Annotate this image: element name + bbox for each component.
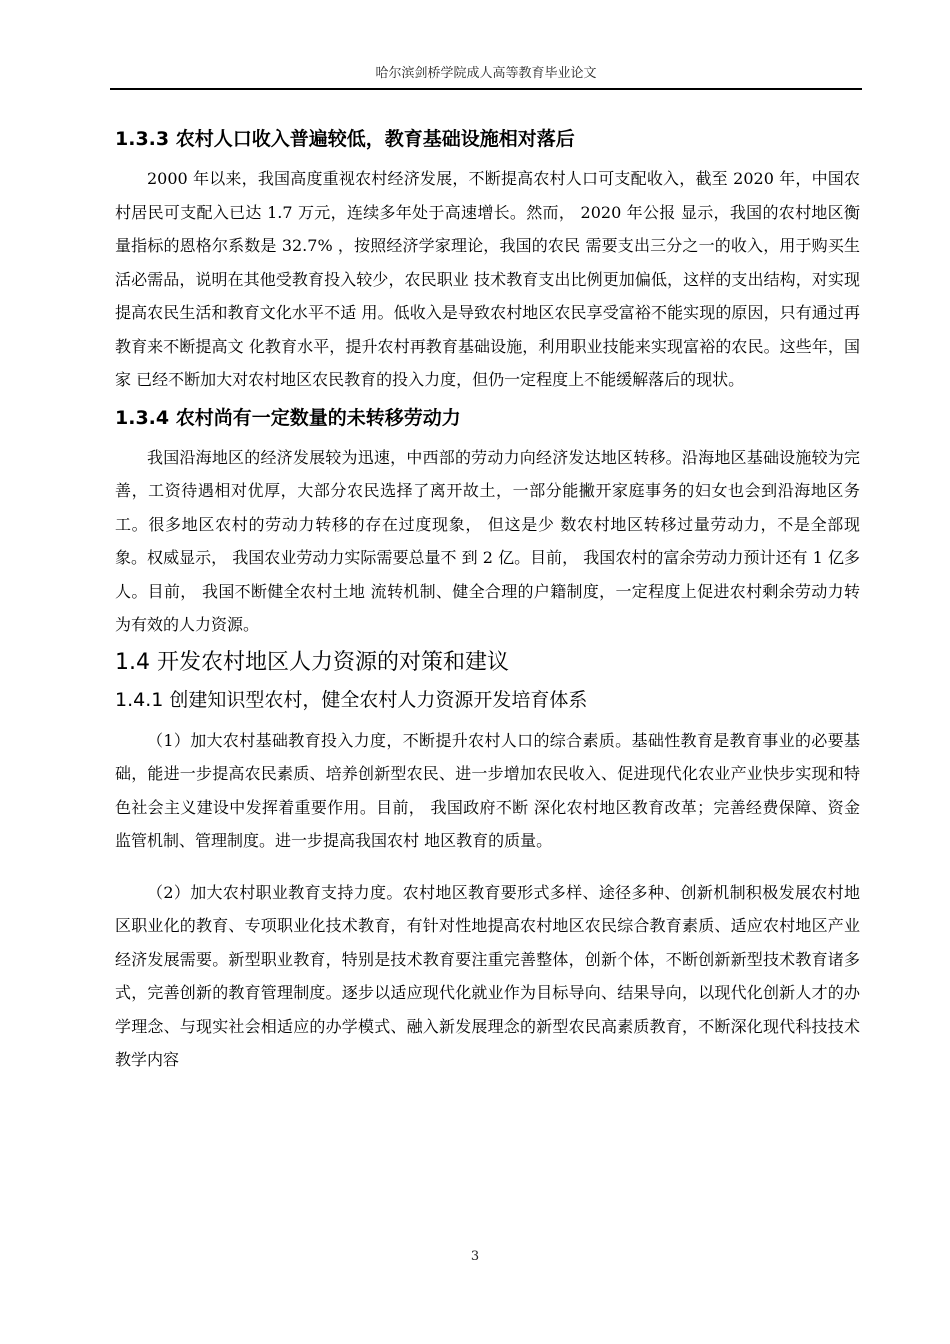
paragraph-1-3-3: 2000 年以来，我国高度重视农村经济发展，不断提高农村人口可支配收入，截至 2020 年，中国农村居民可支配入已达 1.7 万元，连续多年处于高速增长。然而， 2020 年公报 显示，我国的农村地区衡量指标的恩格尔系数是 32.7% ，按照经济学家理论，我国的农民 需要支出三分之一的收入，用于购买生活必需品，说明在其他受教育投入较少，农民职业 技术教育支出比例更加偏低，这样的支出结构，对实现提高农民生活和教育文化水平不适 用。低收入是导致农村地区农民享受富裕不能实现的原因，只有通过再教育来不断提高文 化教育水平，提升农村再教育基础设施，利用职业技能来实现富裕的农民。这些年，国家 已经不断加大对农村地区农民教育的投入力度，但仍一定程度上不能缓解落后的现状。 — [115, 169, 860, 389]
section-heading-1-4: 1.4 开发农村地区人力资源的对策和建议 — [115, 649, 509, 675]
section-heading-1-4-1: 1.4.1 创建知识型农村，健全农村人力资源开发培育体系 — [115, 688, 588, 711]
page-body — [115, 118, 860, 1077]
section-heading-1-3-4: 1.3.4 农村尚有一定数量的未转移劳动力 — [115, 406, 461, 429]
page-number: 3 — [470, 1249, 480, 1264]
section-heading-1-3-3: 1.3.3 农村人口收入普遍较低，教育基础设施相对落后 — [115, 128, 575, 150]
paragraph-1-4-1-item-2: （2）加大农村职业教育支持力度。农村地区教育要形式多样、途径多种、创新机制积极发展农村地区职业化的教育、专项职业化技术教育，有针对性地提高农村地区农民综合教育素质、适应农村地区产业经济发展需要。新型职业教育，特别是技术教育要注重完善整体，创新个体，不断创新新型技术教育诸多式，完善创新的教育管理制度。逐步以适应现代化就业作为目标导向、结果导向，以现代化创新人才的办学理念、与现实社会相适应的办学模式、融入新发展理念的新型农民高素质教育，不断深化现代科技技术教学内容 — [115, 882, 860, 1069]
header-divider — [110, 88, 862, 90]
paragraph-1-4-1-item-1: （1）加大农村基础教育投入力度，不断提升农村人口的综合素质。基础性教育是教育事业的必要基础，能进一步提高农民素质、培养创新型农民、进一步增加农民收入、促进现代化农业产业快步实现和特色社会主义建设中发挥着重要作用。目前， 我国政府不断 深化农村地区教育改革；完善经费保障、资金监管机制、管理制度。进一步提高我国农村 地区教育的质量。 — [115, 730, 860, 850]
running-header: 哈尔滨剑桥学院成人高等教育毕业论文 — [375, 66, 597, 81]
paragraph-1-3-4: 我国沿海地区的经济发展较为迅速，中西部的劳动力向经济发达地区转移。沿海地区基础设施较为完善，工资待遇相对优厚，大部分农民选择了离开故土，一部分能撇开家庭事务的妇女也会到沿海地区务工。很多地区农村的劳动力转移的存在过度现象， 但这是少 数农村地区转移过量劳动力，不是全部现象。权威显示， 我国农业劳动力实际需要总量不 到 2 亿。目前， 我国农村的富余劳动力预计还有 1 亿多人。目前， 我国不断健全农村土地 流转机制、健全合理的户籍制度，一定程度上促进农村剩余劳动力转为有效的人力资源。 — [115, 447, 860, 634]
